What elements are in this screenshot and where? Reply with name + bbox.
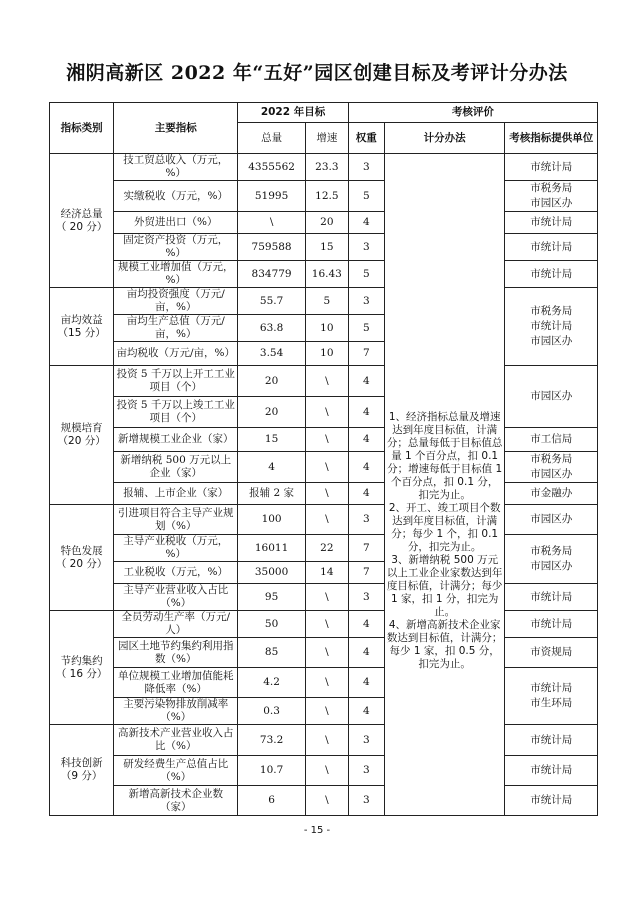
table-row: [50, 483, 598, 505]
category-name: 亩均效益: [60, 313, 103, 326]
growth-cell: \: [305, 725, 348, 756]
header-weight: 权重: [348, 123, 384, 154]
total-cell: 报辅 2 家: [238, 483, 306, 505]
indicator-cell: 主导产业营业收入占比（%）: [114, 584, 238, 611]
weight-cell: 3: [348, 288, 384, 315]
total-cell: 4.2: [238, 668, 306, 698]
unit-name: 市生环局: [530, 697, 573, 709]
weight-cell: 4: [348, 483, 384, 505]
indicator-cell: 园区土地节约集约利用指数（%）: [114, 638, 238, 668]
growth-cell: 23.3: [305, 154, 348, 181]
growth-cell: \: [305, 483, 348, 505]
header-growth: 增速: [305, 123, 348, 154]
unit-cell: [505, 638, 598, 668]
table-row: [50, 234, 598, 261]
unit-cell: [505, 181, 598, 212]
unit-name: 市统计局: [530, 240, 573, 253]
indicator-cell: 高新技术产业营业收入占比（%）: [114, 725, 238, 756]
growth-cell: \: [305, 397, 348, 428]
unit-name: 市园区办: [530, 197, 573, 209]
growth-cell: \: [305, 786, 348, 816]
total-cell: 3.54: [238, 342, 306, 366]
weight-cell: 3: [348, 505, 384, 535]
growth-cell: 16.43: [305, 261, 348, 288]
unit-name: 市统计局: [530, 160, 573, 173]
category-cell: [50, 288, 114, 366]
growth-cell: 10: [305, 315, 348, 342]
total-cell: 95: [238, 584, 306, 611]
total-cell: 73.2: [238, 725, 306, 756]
weight-cell: 4: [348, 212, 384, 234]
unit-cell: [505, 154, 598, 181]
unit-name: 市统计局: [530, 682, 573, 694]
table-row: [50, 288, 598, 315]
indicator-cell: 引进项目符合主导产业规划（%）: [114, 505, 238, 535]
growth-cell: 10: [305, 342, 348, 366]
category-cell: [50, 154, 114, 288]
total-cell: 55.7: [238, 288, 306, 315]
indicator-cell: 投资 5 千万以上竣工工业项目（个）: [114, 397, 238, 428]
unit-name: 市税务局: [530, 453, 573, 465]
growth-cell: 20: [305, 212, 348, 234]
growth-cell: \: [305, 428, 348, 452]
method-paragraph: 4、新增高新技术企业家数达到目标值，计满分；每少 1 家，扣 0.5 分，扣完为止。: [386, 618, 503, 670]
unit-name: 市资规局: [530, 646, 573, 658]
total-cell: 20: [238, 366, 306, 397]
indicator-cell: 工业税收（万元，%）: [114, 562, 238, 584]
table-row: [50, 668, 598, 698]
indicator-cell: 报辅、上市企业（家）: [114, 483, 238, 505]
category-points: （20 分）: [57, 435, 106, 447]
indicator-cell: 外贸进出口（%）: [114, 212, 238, 234]
header-category: 指标类别: [50, 103, 114, 154]
unit-cell: [505, 261, 598, 288]
unit-cell: [505, 483, 598, 505]
indicator-cell: 投资 5 千万以上开工工业项目（个）: [114, 366, 238, 397]
total-cell: 50: [238, 611, 306, 638]
growth-cell: 5: [305, 288, 348, 315]
total-cell: 35000: [238, 562, 306, 584]
growth-cell: 22: [305, 535, 348, 562]
unit-cell: [505, 535, 598, 584]
table-row: [50, 638, 598, 668]
unit-name: 市统计局: [530, 216, 573, 228]
indicator-cell: 研发经费生产总值占比（%）: [114, 756, 238, 786]
weight-cell: 7: [348, 562, 384, 584]
total-cell: 20: [238, 397, 306, 428]
indicator-cell: 亩均税收（万元/亩，%）: [114, 342, 238, 366]
scoring-method-cell: [384, 154, 505, 816]
table-row: [50, 584, 598, 611]
weight-cell: 4: [348, 698, 384, 725]
unit-name: 市工信局: [530, 433, 573, 445]
growth-cell: \: [305, 668, 348, 698]
growth-cell: 15: [305, 234, 348, 261]
growth-cell: \: [305, 584, 348, 611]
table-row: [50, 154, 598, 181]
indicator-cell: 主要污染物排放削减率（%）: [114, 698, 238, 725]
unit-name: 市统计局: [530, 617, 573, 630]
total-cell: \: [238, 212, 306, 234]
weight-cell: 5: [348, 261, 384, 288]
unit-name: 市统计局: [530, 764, 573, 776]
indicator-cell: 规模工业增加值（万元，%）: [114, 261, 238, 288]
header-evaluation: 考核评价: [348, 103, 597, 123]
header-method: 计分办法: [384, 123, 505, 154]
unit-cell: [505, 288, 598, 366]
total-cell: 4: [238, 452, 306, 483]
unit-name: 市园区办: [530, 560, 573, 572]
growth-cell: \: [305, 698, 348, 725]
indicator-cell: 实缴税收（万元，%）: [114, 181, 238, 212]
indicator-cell: 主导产业税收（万元，%）: [114, 535, 238, 562]
weight-cell: 3: [348, 756, 384, 786]
category-points: （9 分）: [60, 770, 103, 782]
indicator-cell: 技工贸总收入（万元，%）: [114, 154, 238, 181]
page-number: - 15 -: [303, 825, 331, 836]
total-cell: 759588: [238, 234, 306, 261]
unit-cell: [505, 611, 598, 638]
header-indicator: 主要指标: [114, 103, 238, 154]
weight-cell: 4: [348, 397, 384, 428]
weight-cell: 4: [348, 452, 384, 483]
category-points: （ 16 分）: [55, 667, 108, 680]
table-row: [50, 725, 598, 756]
unit-cell: [505, 505, 598, 535]
indicator-cell: 单位规模工业增加值能耗降低率（%）: [114, 668, 238, 698]
total-cell: 16011: [238, 535, 306, 562]
unit-cell: [505, 668, 598, 725]
unit-name: 市园区办: [530, 335, 573, 347]
weight-cell: 3: [348, 154, 384, 181]
table-row: [50, 535, 598, 562]
category-points: （ 20 分）: [55, 220, 108, 233]
table-row: [50, 786, 598, 816]
unit-name: 市园区办: [530, 468, 573, 480]
weight-cell: 3: [348, 786, 384, 816]
weight-cell: 3: [348, 234, 384, 261]
unit-cell: [505, 366, 598, 428]
table-row: [50, 181, 598, 212]
unit-name: 市金融办: [530, 487, 573, 499]
total-cell: 834779: [238, 261, 306, 288]
header-target: 2022 年目标: [238, 103, 349, 123]
growth-cell: \: [305, 452, 348, 483]
unit-cell: [505, 452, 598, 483]
method-paragraph: 1、经济指标总量及增速达到年度目标值，计满分；总量每低于目标值总量 1 个百分点，扣 0.1 分；增速每低于目标值 1 个百分点，扣 0.1 分，扣完为止。: [386, 410, 503, 501]
total-cell: 4355562: [238, 154, 306, 181]
unit-name: 市统计局: [530, 267, 573, 280]
growth-cell: \: [305, 505, 348, 535]
total-cell: 15: [238, 428, 306, 452]
total-cell: 85: [238, 638, 306, 668]
category-cell: [50, 611, 114, 725]
unit-cell: [505, 234, 598, 261]
unit-name: 市统计局: [530, 794, 573, 806]
category-cell: [50, 725, 114, 816]
unit-cell: [505, 756, 598, 786]
table-row: [50, 366, 598, 397]
indicator-cell: 全员劳动生产率（万元/人）: [114, 611, 238, 638]
category-points: （ 20 分）: [55, 557, 108, 570]
header-unit: 考核指标提供单位: [505, 123, 598, 154]
category-name: 特色发展: [60, 544, 103, 557]
category-name: 科技创新: [60, 757, 103, 769]
unit-name: 市园区办: [530, 390, 573, 402]
category-name: 节约集约: [60, 654, 103, 667]
method-paragraph: 3、新增纳税 500 万元以上工业企业家数达到年度目标值，计满分；每少 1 家，扣 1 分，扣完为止。: [386, 553, 503, 618]
indicator-cell: 亩均生产总值（万元/亩，%）: [114, 315, 238, 342]
table-row: [50, 212, 598, 234]
weight-cell: 3: [348, 584, 384, 611]
table-row: [50, 452, 598, 483]
total-cell: 51995: [238, 181, 306, 212]
unit-name: 市统计局: [530, 320, 573, 332]
category-name: 经济总量: [60, 207, 103, 220]
category-cell: [50, 505, 114, 611]
total-cell: 6: [238, 786, 306, 816]
unit-cell: [505, 428, 598, 452]
weight-cell: 5: [348, 315, 384, 342]
weight-cell: 5: [348, 181, 384, 212]
weight-cell: 4: [348, 638, 384, 668]
indicator-cell: 新增高新技术企业数（家）: [114, 786, 238, 816]
indicator-cell: 新增纳税 500 万元以上企业（家）: [114, 452, 238, 483]
unit-cell: [505, 584, 598, 611]
growth-cell: 14: [305, 562, 348, 584]
unit-name: 市统计局: [530, 590, 573, 603]
unit-name: 市园区办: [530, 513, 573, 525]
category-name: 规模培育: [60, 422, 103, 434]
table-row: [50, 261, 598, 288]
evaluation-table: [49, 102, 598, 816]
table-row: [50, 756, 598, 786]
weight-cell: 7: [348, 342, 384, 366]
table-row: [50, 611, 598, 638]
growth-cell: 12.5: [305, 181, 348, 212]
growth-cell: \: [305, 366, 348, 397]
weight-cell: 4: [348, 668, 384, 698]
unit-name: 市税务局: [530, 305, 573, 317]
weight-cell: 7: [348, 535, 384, 562]
weight-cell: 3: [348, 725, 384, 756]
page-title: 湘阴高新区 2022 年“五好”园区创建目标及考评计分办法: [66, 62, 568, 84]
unit-cell: [505, 212, 598, 234]
growth-cell: \: [305, 611, 348, 638]
total-cell: 100: [238, 505, 306, 535]
header-total: 总量: [238, 123, 306, 154]
unit-cell: [505, 725, 598, 756]
indicator-cell: 固定资产投资（万元，%）: [114, 234, 238, 261]
weight-cell: 4: [348, 366, 384, 397]
total-cell: 0.3: [238, 698, 306, 725]
total-cell: 10.7: [238, 756, 306, 786]
indicator-cell: 亩均投资强度（万元/亩，%）: [114, 288, 238, 315]
unit-name: 市税务局: [530, 182, 573, 194]
weight-cell: 4: [348, 611, 384, 638]
growth-cell: \: [305, 638, 348, 668]
table-row: [50, 505, 598, 535]
weight-cell: 4: [348, 428, 384, 452]
unit-name: 市统计局: [530, 733, 573, 746]
category-points: （15 分）: [57, 326, 106, 339]
growth-cell: \: [305, 756, 348, 786]
indicator-cell: 新增规模工业企业（家）: [114, 428, 238, 452]
table-row: [50, 428, 598, 452]
unit-name: 市税务局: [530, 545, 573, 557]
total-cell: 63.8: [238, 315, 306, 342]
unit-cell: [505, 786, 598, 816]
category-cell: [50, 366, 114, 505]
method-paragraph: 2、开工、竣工项目个数达到年度目标值，计满分；每少 1 个，扣 0.1 分，扣完为止。: [388, 501, 501, 553]
